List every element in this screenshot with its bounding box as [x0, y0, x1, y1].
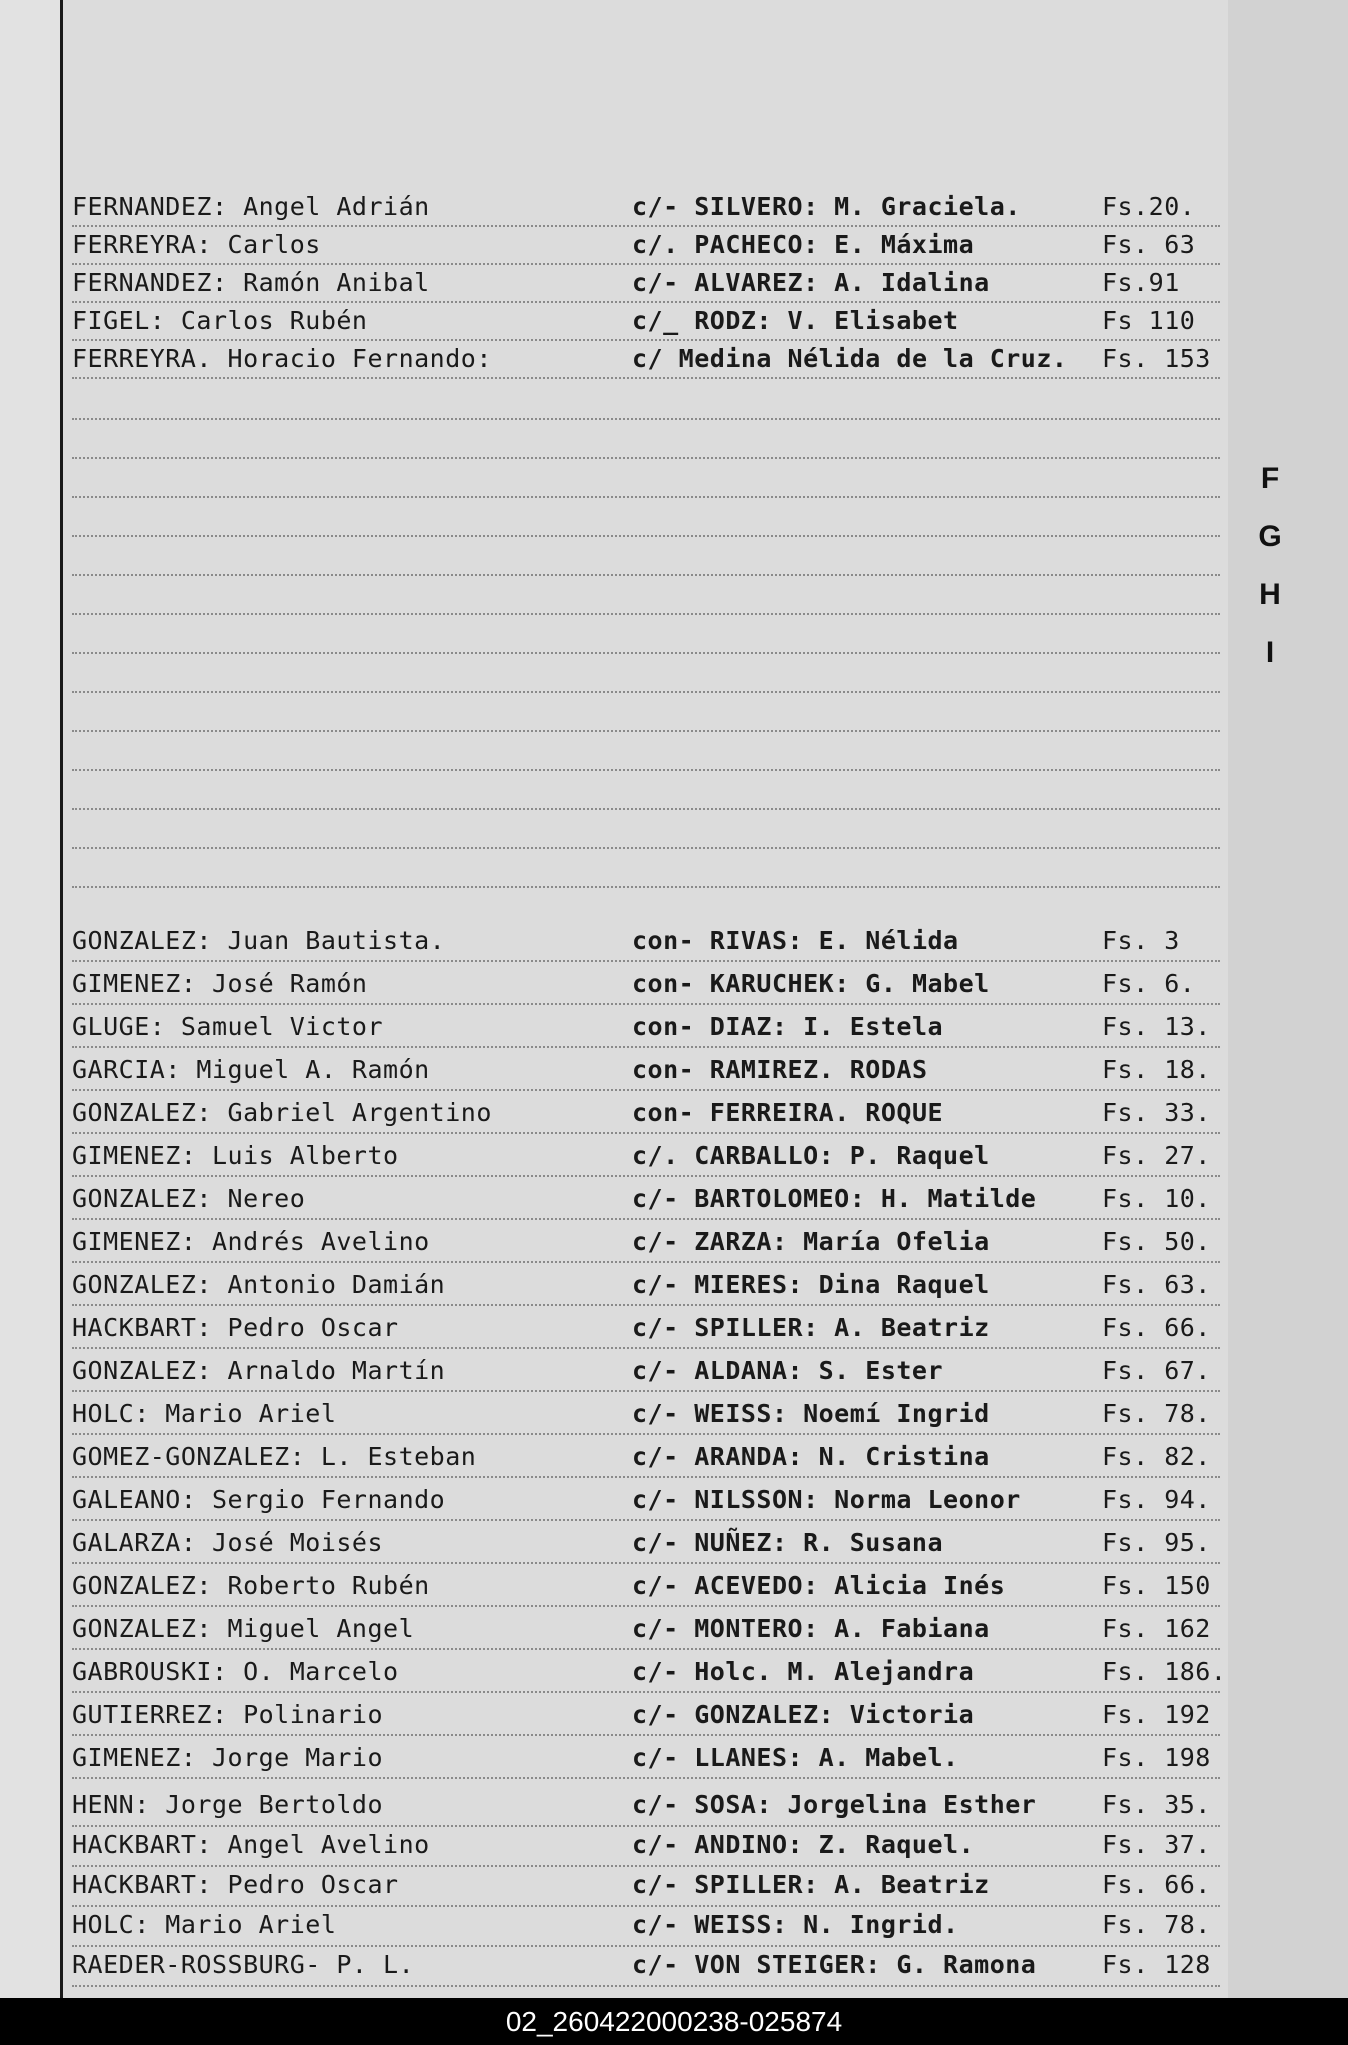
entry-folio: Fs.91: [1102, 268, 1180, 297]
entry-spouse-name: ALVAREZ: A. Idalina: [694, 268, 990, 297]
entry-name: FERNANDEZ: Ramón Anibal: [72, 268, 430, 297]
entry-link: c/-: [632, 1830, 679, 1859]
entry-folio: Fs. 13.: [1102, 1012, 1211, 1041]
entry-spouse-name: KARUCHEK: G. Mabel: [709, 969, 990, 998]
list-item: [72, 1657, 1302, 1693]
entry-spouse-name: CARBALLO: P. Raquel: [694, 1141, 990, 1170]
list-item: [72, 1184, 1302, 1220]
entry-name: GIMENEZ: Jorge Mario: [72, 1743, 384, 1772]
entry-spouse-name: NUÑEZ: R. Susana: [694, 1528, 944, 1557]
entry-name: GALEANO: Sergio Fernando: [72, 1485, 446, 1514]
entry-name: GIMENEZ: Luis Alberto: [72, 1141, 399, 1170]
entry-spouse-name: FERREIRA. ROQUE: [709, 1098, 944, 1127]
ruled-line: [72, 535, 1220, 537]
ruled-line: [72, 847, 1220, 849]
entry-name: GONZALEZ: Miguel Angel: [72, 1614, 415, 1643]
entry-name: FIGEL: Carlos Rubén: [72, 306, 368, 335]
entry-link: c/-: [632, 268, 679, 297]
list-item: [72, 1442, 1302, 1478]
list-item: [72, 1870, 1302, 1906]
entry-link: c/-: [632, 1743, 679, 1772]
entry-spouse: [632, 1055, 928, 1084]
entry-link: c/-: [632, 1356, 679, 1385]
list-item: [72, 926, 1302, 962]
entry-folio: Fs.20.: [1102, 192, 1196, 221]
list-item: [72, 1012, 1302, 1048]
list-item: [72, 1830, 1302, 1866]
entry-folio: Fs. 82.: [1102, 1442, 1211, 1471]
entry-spouse-name: SILVERO: M. Graciela.: [694, 192, 1021, 221]
list-item: [72, 1141, 1302, 1177]
list-item: [72, 268, 1302, 304]
entry-spouse: [632, 1528, 943, 1557]
entry-spouse: [632, 1700, 974, 1729]
entry-spouse-name: BARTOLOMEO: H. Matilde: [694, 1184, 1037, 1213]
entry-link: c/-: [632, 1227, 679, 1256]
entry-folio: Fs. 66.: [1102, 1870, 1211, 1899]
entry-folio: Fs. 18.: [1102, 1055, 1211, 1084]
entry-folio: Fs. 67.: [1102, 1356, 1211, 1385]
list-item: [72, 1055, 1302, 1091]
entry-name: GABROUSKI: O. Marcelo: [72, 1657, 399, 1686]
entry-spouse-name: MIERES: Dina Raquel: [694, 1270, 990, 1299]
entry-folio: Fs. 27.: [1102, 1141, 1211, 1170]
entry-folio: Fs. 78.: [1102, 1910, 1211, 1939]
index-tab-f[interactable]: F: [1260, 462, 1280, 495]
entry-link: c/-: [632, 1950, 679, 1979]
entry-folio: Fs. 78.: [1102, 1399, 1211, 1428]
entry-link: c/-: [632, 1700, 679, 1729]
entry-name: HENN: Jorge Bertoldo: [72, 1790, 384, 1819]
ruled-line: [72, 769, 1220, 771]
entry-spouse: [632, 306, 959, 335]
entry-link: c/-: [632, 1528, 679, 1557]
ruled-line: [72, 574, 1220, 576]
entry-name: HACKBART: Pedro Oscar: [72, 1313, 399, 1342]
entry-folio: Fs. 153: [1102, 344, 1211, 373]
entry-spouse-name: NILSSON: Norma Leonor: [694, 1485, 1021, 1514]
list-item: [72, 1910, 1302, 1946]
entry-spouse-name: RIVAS: E. Nélida: [709, 926, 959, 955]
scan-footer-id: 02_260422000238-025874: [0, 1998, 1348, 2045]
entry-link: c/-: [632, 1910, 679, 1939]
ruled-line: [72, 652, 1220, 654]
entry-spouse-name: VON STEIGER: G. Ramona: [694, 1950, 1037, 1979]
entry-spouse-name: Medina Nélida de la Cruz.: [678, 344, 1068, 373]
entry-link: c/.: [632, 230, 679, 259]
entry-spouse: [632, 1098, 943, 1127]
page-binding: [0, 0, 60, 1998]
entry-folio: Fs. 94.: [1102, 1485, 1211, 1514]
entry-spouse: [632, 344, 1067, 373]
entry-folio: Fs. 33.: [1102, 1098, 1211, 1127]
entry-link: c/-: [632, 192, 679, 221]
list-item: [72, 1571, 1302, 1607]
entry-link: con-: [632, 1012, 695, 1041]
left-margin-line: [60, 0, 63, 1998]
entry-link: con-: [632, 1098, 695, 1127]
ruled-line: [72, 613, 1220, 615]
entry-name: GONZALEZ: Roberto Rubén: [72, 1571, 430, 1600]
list-item: [72, 1790, 1302, 1826]
list-item: [72, 1227, 1302, 1263]
entry-spouse: [632, 1910, 959, 1939]
entry-name: GALARZA: José Moisés: [72, 1528, 384, 1557]
list-item: [72, 1950, 1302, 1986]
entry-name: GONZALEZ: Juan Bautista.: [72, 926, 446, 955]
entry-spouse-name: ZARZA: María Ofelia: [694, 1227, 990, 1256]
entry-spouse-name: DIAZ: I. Estela: [709, 1012, 944, 1041]
entry-name: FERREYRA: Carlos: [72, 230, 321, 259]
entry-spouse: [632, 1870, 990, 1899]
entry-link: c/-: [632, 1614, 679, 1643]
ruled-line: [72, 418, 1220, 420]
entry-link: c/-: [632, 1184, 679, 1213]
entry-link: c/-: [632, 1870, 679, 1899]
entry-spouse: [632, 230, 974, 259]
entry-link: c/-: [632, 1657, 679, 1686]
entry-link: con-: [632, 969, 695, 998]
list-item: [72, 1270, 1302, 1306]
entry-spouse: [632, 268, 990, 297]
list-item: [72, 1356, 1302, 1392]
entry-folio: Fs. 6.: [1102, 969, 1196, 998]
entry-folio: Fs. 63.: [1102, 1270, 1211, 1299]
ruled-line: [72, 457, 1220, 459]
entry-name: GIMENEZ: José Ramón: [72, 969, 368, 998]
entry-link: c/-: [632, 1270, 679, 1299]
entry-link: c/: [632, 344, 664, 373]
entry-link: c/-: [632, 1399, 679, 1428]
entry-name: GONZALEZ: Antonio Damián: [72, 1270, 446, 1299]
entry-spouse: [632, 1141, 990, 1170]
entry-spouse-name: ACEVEDO: Alicia Inés: [694, 1571, 1006, 1600]
entry-spouse: [632, 1790, 1036, 1819]
index-tab-g[interactable]: G: [1258, 520, 1282, 553]
entry-name: GIMENEZ: Andrés Avelino: [72, 1227, 430, 1256]
entry-spouse-name: ALDANA: S. Ester: [694, 1356, 944, 1385]
entry-folio: Fs. 63: [1102, 230, 1196, 259]
entry-spouse-name: SPILLER: A. Beatriz: [694, 1313, 990, 1342]
list-item: [72, 1700, 1302, 1736]
list-item: [72, 1313, 1302, 1349]
ruled-line: [72, 730, 1220, 732]
entry-spouse-name: ANDINO: Z. Raquel.: [694, 1830, 975, 1859]
entry-folio: Fs. 162: [1102, 1614, 1211, 1643]
entry-name: HACKBART: Angel Avelino: [72, 1830, 430, 1859]
entry-spouse-name: MONTERO: A. Fabiana: [694, 1614, 990, 1643]
entry-spouse-name: PACHECO: E. Máxima: [694, 230, 975, 259]
list-item: [72, 1098, 1302, 1134]
entry-spouse: [632, 1012, 943, 1041]
entry-spouse-name: WEISS: Noemí Ingrid: [694, 1399, 990, 1428]
entry-spouse-name: SOSA: Jorgelina Esther: [694, 1790, 1037, 1819]
entry-spouse: [632, 1184, 1036, 1213]
entry-folio: Fs. 3: [1102, 926, 1180, 955]
list-item: [72, 1528, 1302, 1564]
entry-folio: Fs. 95.: [1102, 1528, 1211, 1557]
entry-name: HOLC: Mario Ariel: [72, 1910, 337, 1939]
entry-name: GARCIA: Miguel A. Ramón: [72, 1055, 430, 1084]
entry-link: con-: [632, 1055, 695, 1084]
entry-folio: Fs 110: [1102, 306, 1196, 335]
entry-spouse-name: LLANES: A. Mabel.: [694, 1743, 959, 1772]
entry-name: GUTIERREZ: Polinario: [72, 1700, 384, 1729]
entry-spouse: [632, 926, 959, 955]
entry-spouse: [632, 1356, 943, 1385]
entry-name: FERNANDEZ: Angel Adrián: [72, 192, 430, 221]
entry-spouse: [632, 1950, 1036, 1979]
entry-link: con-: [632, 926, 695, 955]
entry-name: FERREYRA. Horacio Fernando:: [72, 344, 492, 373]
entry-link: c/-: [632, 1571, 679, 1600]
entry-link: c/_: [632, 306, 679, 335]
entry-spouse: [632, 1743, 959, 1772]
entry-folio: Fs. 50.: [1102, 1227, 1211, 1256]
entry-spouse: [632, 1399, 990, 1428]
entry-spouse: [632, 1270, 990, 1299]
entry-name: GLUGE: Samuel Victor: [72, 1012, 384, 1041]
entry-link: c/-: [632, 1442, 679, 1471]
entry-name: GOMEZ-GONZALEZ: L. Esteban: [72, 1442, 477, 1471]
ruled-line: [72, 496, 1220, 498]
entry-folio: Fs. 66.: [1102, 1313, 1211, 1342]
ruled-line: [72, 886, 1220, 888]
entry-spouse-name: Holc. M. Alejandra: [694, 1657, 975, 1686]
list-item: [72, 1743, 1302, 1779]
entry-link: c/-: [632, 1790, 679, 1819]
entry-spouse-name: GONZALEZ: Victoria: [694, 1700, 975, 1729]
entry-spouse: [632, 969, 990, 998]
entry-name: RAEDER-ROSSBURG- P. L.: [72, 1950, 415, 1979]
entry-folio: Fs. 150: [1102, 1571, 1211, 1600]
entry-spouse-name: RAMIREZ. RODAS: [709, 1055, 928, 1084]
entry-name: GONZALEZ: Arnaldo Martín: [72, 1356, 446, 1385]
entry-spouse: [632, 1442, 990, 1471]
entry-link: c/.: [632, 1141, 679, 1170]
list-item: [72, 230, 1302, 266]
list-item: [72, 969, 1302, 1005]
entry-folio: Fs. 128: [1102, 1950, 1211, 1979]
entry-spouse: [632, 192, 1021, 221]
entry-spouse: [632, 1485, 1021, 1514]
entry-folio: Fs. 186.: [1102, 1657, 1227, 1686]
entry-spouse-name: RODZ: V. Elisabet: [694, 306, 959, 335]
entry-link: c/-: [632, 1485, 679, 1514]
entry-folio: Fs. 10.: [1102, 1184, 1211, 1213]
entry-name: GONZALEZ: Nereo: [72, 1184, 306, 1213]
list-item: [72, 306, 1302, 342]
entry-spouse-name: SPILLER: A. Beatriz: [694, 1870, 990, 1899]
entry-name: HACKBART: Pedro Oscar: [72, 1870, 399, 1899]
list-item: [72, 1614, 1302, 1650]
ruled-line: [72, 808, 1220, 810]
list-item: [72, 1399, 1302, 1435]
list-item: [72, 344, 1302, 380]
entry-folio: Fs. 37.: [1102, 1830, 1211, 1859]
entry-folio: Fs. 192: [1102, 1700, 1211, 1729]
ruled-line: [72, 691, 1220, 693]
list-item: [72, 1485, 1302, 1521]
entry-name: HOLC: Mario Ariel: [72, 1399, 337, 1428]
entry-spouse: [632, 1614, 990, 1643]
entry-spouse: [632, 1227, 990, 1256]
entry-spouse: [632, 1657, 974, 1686]
entry-spouse: [632, 1830, 974, 1859]
index-tab-i[interactable]: I: [1265, 636, 1275, 669]
entry-link: c/-: [632, 1313, 679, 1342]
entry-spouse: [632, 1313, 990, 1342]
entry-folio: Fs. 35.: [1102, 1790, 1211, 1819]
entry-spouse: [632, 1571, 1005, 1600]
entry-spouse-name: WEISS: N. Ingrid.: [694, 1910, 959, 1939]
entry-spouse-name: ARANDA: N. Cristina: [694, 1442, 990, 1471]
index-tab-h[interactable]: H: [1259, 578, 1281, 611]
entry-folio: Fs. 198: [1102, 1743, 1211, 1772]
list-item: [72, 192, 1302, 228]
entry-name: GONZALEZ: Gabriel Argentino: [72, 1098, 492, 1127]
